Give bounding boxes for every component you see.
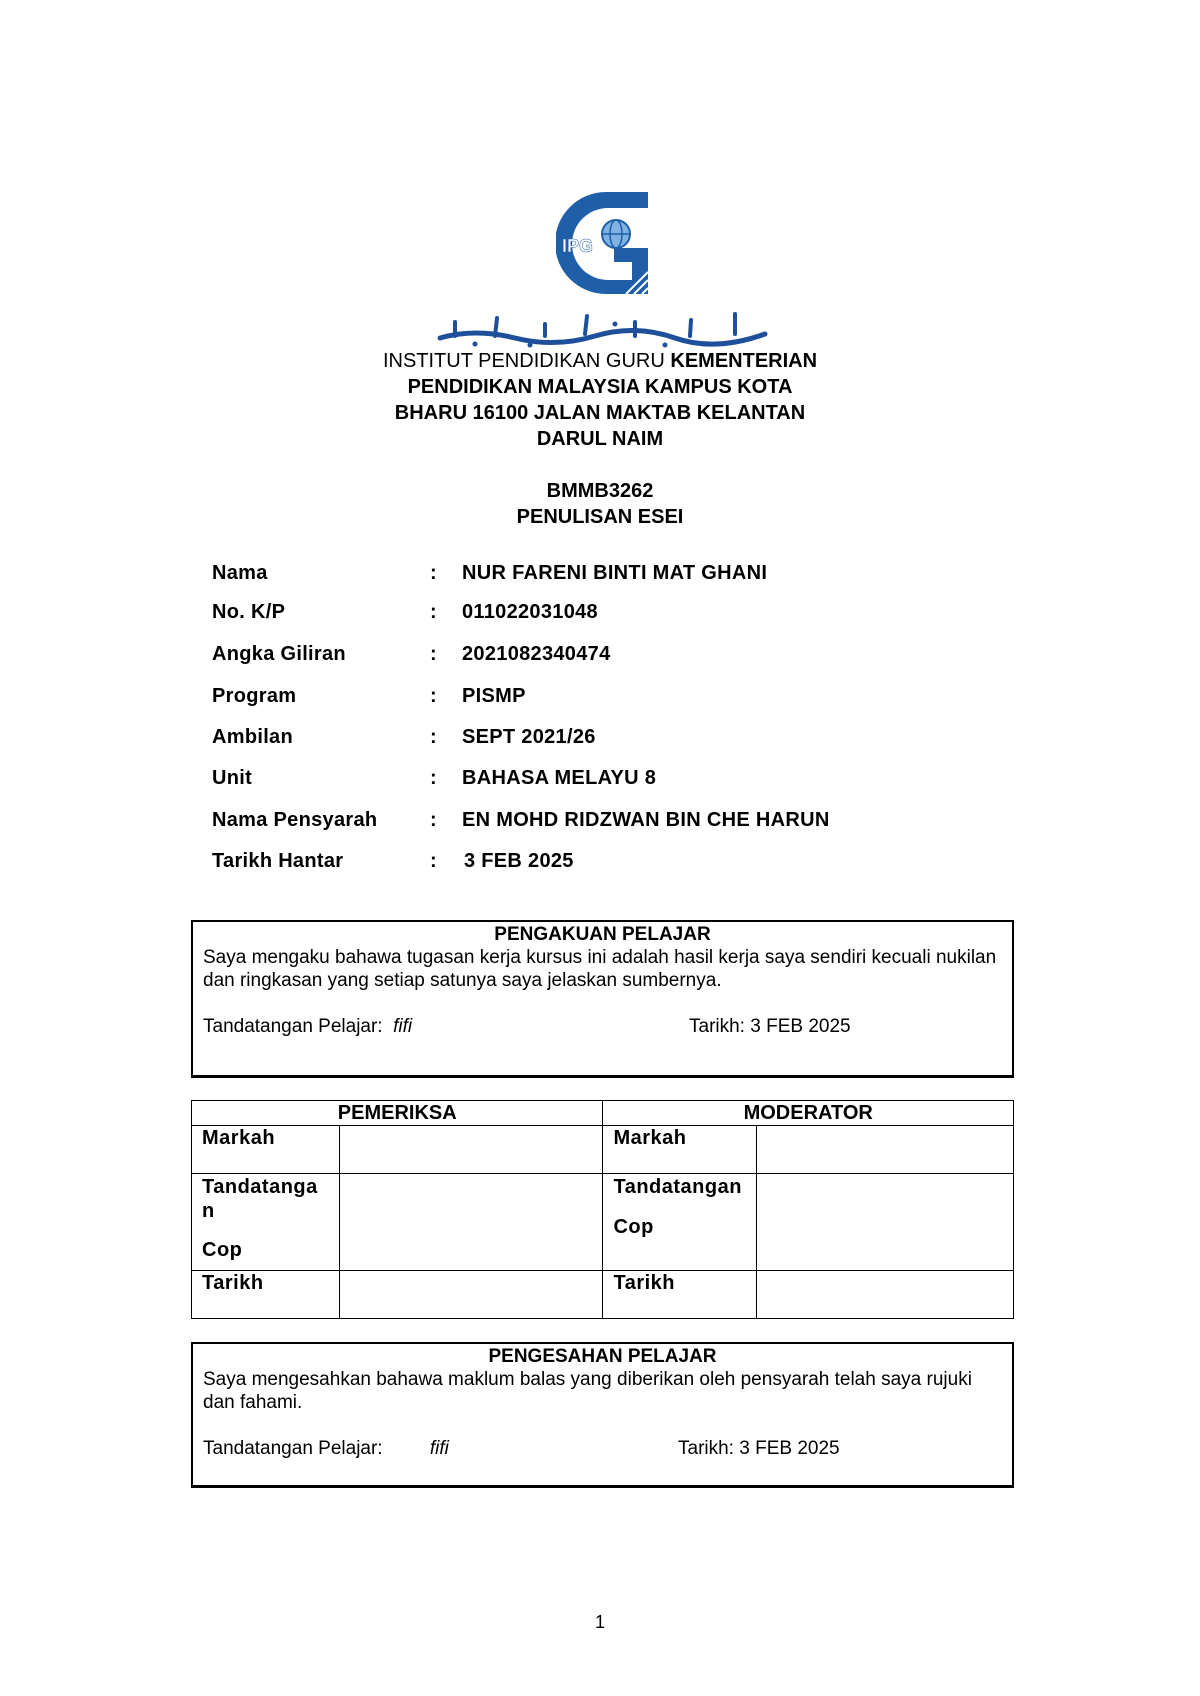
pemeriksa-tandatangan-field[interactable] bbox=[339, 1174, 603, 1271]
moderator-tandatangan-field[interactable] bbox=[757, 1174, 1014, 1271]
document-page: IPG اينستيتوت ڤنديديقن ڬورو INSTITUT PENDIDIKAN GURU KEMENTERIAN PENDIDIKAN MALAYSIA KAMPUS KOTA BHARU 16100 JALAN MAKTAB KELANTAN DARUL NAIM BMMB3262 PENULISAN ESEI Nama : NUR FARENI BINTI MAT GHANI No. K/P : 011022031048 Angka Giliran : 2021082340474 Program : PISMP Ambilan : SEPT 2021/26 Unit : BAHASA MELAYU 8 Nama Pensyarah : EN MOHD RIDZWAN BIN CHE HARUN Tarikh Hantar : 3 FEB 2025 PENGAKUAN PELAJAR Saya mengaku bahawa tugasan kerja kursus ini adalah hasil kerja saya sendiri kecuali nukilan dan ringkasan yang setiap satunya saya jelaskan sumbernya. Tandatangan Pelajar: fifi Tarikh: 3 FEB 2025 PEMERIKSA MODERATOR Markah Markah Tandatanga n Cop Tandatangan Cop Tarikh Tarikh PENGESAHAN PELAJAR Saya mengesahkan bahawa maklum balas yang diberikan oleh pensyarah telah saya rujuki dan fahami. Tandatangan Pelajar: fifi Tarikh: 3 FEB 2025 1 bbox=[0, 0, 1200, 1696]
pengesahan-pelajar-box bbox=[191, 1342, 1014, 1488]
moderator-tarikh-label: Tarikh bbox=[603, 1271, 757, 1319]
jawi-text: اينستيتوت ڤنديديقن ڬورو bbox=[596, 344, 608, 345]
grading-table bbox=[191, 1100, 1014, 1319]
course-code: BMMB3262 bbox=[546, 480, 654, 502]
pengesahan-signature: Tandatangan Pelajar: fifi bbox=[203, 1438, 449, 1459]
pengakuan-date: Tarikh: 3 FEB 2025 bbox=[689, 1016, 851, 1037]
pemeriksa-tandatangan-cop-label: Tandatanga n Cop bbox=[192, 1174, 340, 1271]
pemeriksa-markah-field[interactable] bbox=[339, 1126, 603, 1174]
pemeriksa-markah-label: Markah bbox=[192, 1126, 340, 1174]
course-block bbox=[300, 478, 900, 530]
logo-text: IPG bbox=[562, 236, 594, 256]
pengakuan-title: PENGAKUAN PELAJAR bbox=[494, 924, 711, 945]
institution-line-2: PENDIDIKAN MALAYSIA KAMPUS KOTA bbox=[407, 376, 793, 398]
pengesahan-title: PENGESAHAN PELAJAR bbox=[488, 1346, 717, 1367]
pemeriksa-header: PEMERIKSA bbox=[192, 1101, 603, 1126]
moderator-markah-label: Markah bbox=[603, 1126, 757, 1174]
pengesahan-signature-value: fifi bbox=[429, 1438, 449, 1459]
pemeriksa-tarikh-label: Tarikh bbox=[192, 1271, 340, 1319]
ipg-logo-icon bbox=[556, 190, 656, 300]
pengakuan-signature: Tandatangan Pelajar: fifi bbox=[203, 1016, 413, 1037]
moderator-header: MODERATOR bbox=[603, 1101, 1014, 1126]
course-title: PENULISAN ESEI bbox=[516, 506, 684, 528]
moderator-tandatangan-cop-label: Tandatangan Cop bbox=[603, 1174, 757, 1271]
institution-line-1: INSTITUT PENDIDIKAN GURU KEMENTERIAN bbox=[382, 350, 818, 372]
pemeriksa-tarikh-field[interactable] bbox=[339, 1271, 603, 1319]
institution-line-4: DARUL NAIM bbox=[536, 428, 664, 450]
pengakuan-text: Saya mengaku bahawa tugasan kerja kursus ini adalah hasil kerja saya sendiri kecuali nukilan dan ringkasan yang setiap satunya saya jelaskan sumbernya. bbox=[203, 947, 997, 991]
jawi-institution-name bbox=[435, 308, 770, 348]
institution-name bbox=[300, 348, 900, 452]
pengesahan-text: Saya mengesahkan bahawa maklum balas yang diberikan oleh pensyarah telah saya rujuki dan fahami. bbox=[203, 1369, 972, 1413]
pengakuan-pelajar-box bbox=[191, 920, 1014, 1078]
moderator-markah-field[interactable] bbox=[757, 1126, 1014, 1174]
pengesahan-date: Tarikh: 3 FEB 2025 bbox=[678, 1438, 840, 1459]
institution-line-3: BHARU 16100 JALAN MAKTAB KELANTAN bbox=[394, 402, 806, 424]
pengakuan-signature-value: fifi bbox=[393, 1016, 413, 1037]
page-number: 1 bbox=[594, 1612, 605, 1632]
moderator-tarikh-field[interactable] bbox=[757, 1271, 1014, 1319]
